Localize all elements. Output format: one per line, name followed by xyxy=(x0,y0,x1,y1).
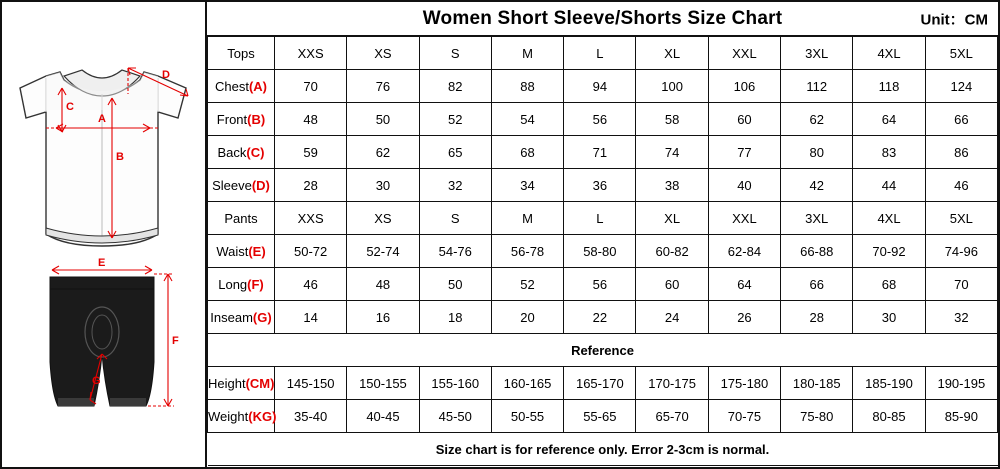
cell: 112 xyxy=(781,70,853,103)
cell: 83 xyxy=(853,136,925,169)
cell: 80 xyxy=(781,136,853,169)
cell: 165-170 xyxy=(564,367,636,400)
cell: 58 xyxy=(636,103,708,136)
cell: 48 xyxy=(347,268,419,301)
size-chart-table xyxy=(207,36,998,466)
cell: 54-76 xyxy=(419,235,491,268)
cell: 38 xyxy=(636,169,708,202)
cell: 60 xyxy=(636,268,708,301)
cell: 82 xyxy=(419,70,491,103)
cell: 35-40 xyxy=(275,400,347,433)
table-row-header-pants xyxy=(208,202,998,235)
cell: 62 xyxy=(347,136,419,169)
size-header-xxs: XXS xyxy=(275,202,347,235)
cell: 32 xyxy=(925,301,997,334)
cell: 76 xyxy=(347,70,419,103)
cell: 64 xyxy=(853,103,925,136)
size-header-3xl: 3XL xyxy=(781,202,853,235)
row-label-waist: Waist(E) xyxy=(208,235,275,268)
section-header-pants: Pants xyxy=(208,202,275,235)
size-header-xxl: XXL xyxy=(708,202,780,235)
cell: 50 xyxy=(419,268,491,301)
label-G: G xyxy=(92,375,101,387)
size-header-xxs: XXS xyxy=(275,37,347,70)
size-header-5xl: 5XL xyxy=(925,202,997,235)
table-row xyxy=(208,169,998,202)
size-header-xl: XL xyxy=(636,37,708,70)
row-letter-f: (F) xyxy=(247,276,264,292)
cell: 62-84 xyxy=(708,235,780,268)
chart-panel xyxy=(207,2,998,467)
size-header-m: M xyxy=(491,37,563,70)
cell: 66-88 xyxy=(781,235,853,268)
row-label-weight: Weight(KG) xyxy=(208,400,275,433)
cell: 50-72 xyxy=(275,235,347,268)
illustration-panel xyxy=(2,2,207,467)
table-row-header-tops xyxy=(208,37,998,70)
cell: 160-165 xyxy=(491,367,563,400)
cell: 40 xyxy=(708,169,780,202)
cell: 170-175 xyxy=(636,367,708,400)
cell: 50 xyxy=(347,103,419,136)
cell: 56 xyxy=(564,103,636,136)
cell: 30 xyxy=(853,301,925,334)
cell: 64 xyxy=(708,268,780,301)
cell: 50-55 xyxy=(491,400,563,433)
size-chart-body xyxy=(208,37,998,466)
cell: 32 xyxy=(419,169,491,202)
cell: 40-45 xyxy=(347,400,419,433)
cell: 45-50 xyxy=(419,400,491,433)
label-E: E xyxy=(98,257,106,269)
section-header-tops: Tops xyxy=(208,37,275,70)
cell: 24 xyxy=(636,301,708,334)
row-letter-g: (G) xyxy=(252,309,272,325)
cell: 65-70 xyxy=(636,400,708,433)
size-header-xxl: XXL xyxy=(708,37,780,70)
cell: 70 xyxy=(925,268,997,301)
cell: 124 xyxy=(925,70,997,103)
cell: 100 xyxy=(636,70,708,103)
cell: 190-195 xyxy=(925,367,997,400)
size-header-xl: XL xyxy=(636,202,708,235)
row-letter-a: (A) xyxy=(248,78,267,94)
cell: 59 xyxy=(275,136,347,169)
size-header-l: L xyxy=(564,202,636,235)
cell: 155-160 xyxy=(419,367,491,400)
cell: 150-155 xyxy=(347,367,419,400)
table-row xyxy=(208,136,998,169)
cell: 52 xyxy=(491,268,563,301)
reference-title: Reference xyxy=(208,334,998,367)
cell: 48 xyxy=(275,103,347,136)
cell: 60-82 xyxy=(636,235,708,268)
shorts-illustration xyxy=(50,277,154,406)
label-C: C xyxy=(66,101,74,113)
chart-unit: Unit：CM xyxy=(920,11,988,28)
cell: 66 xyxy=(925,103,997,136)
cell: 71 xyxy=(564,136,636,169)
cell: 60 xyxy=(708,103,780,136)
cell: 28 xyxy=(275,169,347,202)
row-label-sleeve: Sleeve(D) xyxy=(208,169,275,202)
table-row xyxy=(208,70,998,103)
row-label-height: Height(CM) xyxy=(208,367,275,400)
size-header-4xl: 4XL xyxy=(853,37,925,70)
table-row xyxy=(208,400,998,433)
size-header-3xl: 3XL xyxy=(781,37,853,70)
row-label-front: Front(B) xyxy=(208,103,275,136)
size-header-s: S xyxy=(419,202,491,235)
cell: 22 xyxy=(564,301,636,334)
row-label-inseam: Inseam(G) xyxy=(208,301,275,334)
cell: 18 xyxy=(419,301,491,334)
size-header-xs: XS xyxy=(347,202,419,235)
cell: 58-80 xyxy=(564,235,636,268)
jersey-illustration xyxy=(20,70,186,246)
cell: 106 xyxy=(708,70,780,103)
table-row xyxy=(208,301,998,334)
cell: 26 xyxy=(708,301,780,334)
cell: 175-180 xyxy=(708,367,780,400)
cell: 14 xyxy=(275,301,347,334)
cell: 68 xyxy=(491,136,563,169)
cell: 46 xyxy=(275,268,347,301)
table-row-footer xyxy=(208,433,998,466)
cell: 46 xyxy=(925,169,997,202)
label-A: A xyxy=(98,113,106,125)
cell: 74 xyxy=(636,136,708,169)
row-unit-cm: (CM) xyxy=(245,375,275,391)
cell: 65 xyxy=(419,136,491,169)
cell: 44 xyxy=(853,169,925,202)
table-row xyxy=(208,235,998,268)
row-label-chest: Chest(A) xyxy=(208,70,275,103)
cell: 56 xyxy=(564,268,636,301)
size-header-4xl: 4XL xyxy=(853,202,925,235)
row-letter-c: (C) xyxy=(246,144,265,160)
cell: 52-74 xyxy=(347,235,419,268)
cell: 77 xyxy=(708,136,780,169)
cell: 75-80 xyxy=(781,400,853,433)
cell: 68 xyxy=(853,268,925,301)
cell: 52 xyxy=(419,103,491,136)
cell: 16 xyxy=(347,301,419,334)
cell: 36 xyxy=(564,169,636,202)
table-row xyxy=(208,103,998,136)
cell: 70-92 xyxy=(853,235,925,268)
cell: 55-65 xyxy=(564,400,636,433)
cell: 28 xyxy=(781,301,853,334)
table-row-reference-title xyxy=(208,334,998,367)
label-B: B xyxy=(116,151,124,163)
cell: 86 xyxy=(925,136,997,169)
table-row xyxy=(208,367,998,400)
cell: 80-85 xyxy=(853,400,925,433)
chart-title-row xyxy=(207,2,998,36)
cell: 70 xyxy=(275,70,347,103)
cell: 54 xyxy=(491,103,563,136)
cell: 88 xyxy=(491,70,563,103)
size-header-m: M xyxy=(491,202,563,235)
footer-note: Size chart is for reference only. Error 2-3cm is normal. xyxy=(208,433,998,466)
cell: 56-78 xyxy=(491,235,563,268)
size-header-l: L xyxy=(564,37,636,70)
cell: 185-190 xyxy=(853,367,925,400)
row-letter-e: (E) xyxy=(248,243,266,259)
cell: 74-96 xyxy=(925,235,997,268)
garment-illustrations xyxy=(2,2,203,467)
cell: 118 xyxy=(853,70,925,103)
size-header-s: S xyxy=(419,37,491,70)
table-row xyxy=(208,268,998,301)
cell: 34 xyxy=(491,169,563,202)
cell: 85-90 xyxy=(925,400,997,433)
row-letter-b: (B) xyxy=(247,111,266,127)
cell: 30 xyxy=(347,169,419,202)
size-header-xs: XS xyxy=(347,37,419,70)
cell: 20 xyxy=(491,301,563,334)
row-unit-kg: (KG) xyxy=(248,408,277,424)
cell: 94 xyxy=(564,70,636,103)
chart-title: Women Short Sleeve/Shorts Size Chart xyxy=(422,7,783,29)
row-label-long: Long(F) xyxy=(208,268,275,301)
label-D: D xyxy=(162,69,170,81)
row-letter-d: (D) xyxy=(251,177,270,193)
cell: 145-150 xyxy=(275,367,347,400)
size-header-5xl: 5XL xyxy=(925,37,997,70)
cell: 62 xyxy=(781,103,853,136)
cell: 66 xyxy=(781,268,853,301)
row-label-back: Back(C) xyxy=(208,136,275,169)
cell: 180-185 xyxy=(781,367,853,400)
label-F: F xyxy=(172,335,179,347)
cell: 70-75 xyxy=(708,400,780,433)
cell: 42 xyxy=(781,169,853,202)
